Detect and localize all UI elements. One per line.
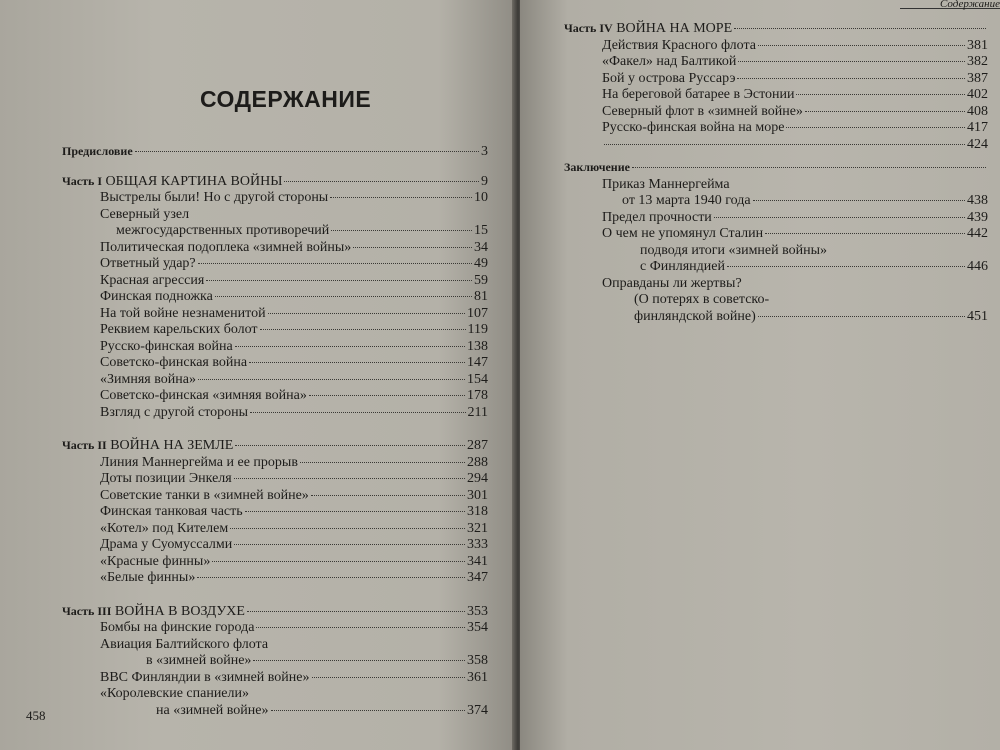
dot-leader: [198, 263, 472, 264]
toc-item: [62, 339, 488, 356]
toc-item-title: «Факел» над Балтикой: [602, 54, 737, 69]
dot-leader: [300, 462, 465, 463]
toc-item-title: Советско-финская «зимняя война»: [100, 388, 307, 403]
toc-item: [62, 355, 488, 372]
toc-item-title: «Зимняя война»: [100, 371, 196, 387]
dot-leader: [247, 611, 465, 612]
toc-item-page: 34: [474, 239, 488, 255]
page-title: СОДЕРЖАНИЕ: [200, 86, 372, 112]
toc-item: [62, 306, 488, 323]
toc-item-title: Русско-финская война на море: [602, 120, 785, 135]
toc-item-page: 211: [467, 404, 488, 420]
toc-item-title: Советские танки в «зимней войне»: [100, 487, 309, 503]
toc-item: [62, 670, 488, 687]
toc-item-title: Северный флот в «зимней войне»: [602, 103, 803, 119]
toc-item-cont: межгосударственных противоречий: [116, 223, 330, 238]
toc-item-page: 347: [467, 570, 488, 585]
part-label: Часть I: [62, 173, 103, 188]
toc-item-title: Ответный удар?: [100, 256, 196, 271]
toc-item: [564, 259, 988, 276]
toc-item-page: 358: [467, 653, 488, 668]
toc-item-title: Авиация Балтийского флота: [100, 636, 269, 652]
toc-item-title: Бой у острова Руссарэ: [602, 70, 736, 86]
dot-leader: [309, 395, 465, 396]
toc-item-title: Доты позиции Энкеля: [100, 471, 232, 486]
toc-item: [564, 71, 988, 88]
dot-leader: [786, 127, 965, 128]
toc-item: [564, 120, 988, 137]
part-label: Часть III: [62, 603, 112, 618]
toc-item: [564, 104, 988, 121]
toc-item-page: 178: [467, 388, 488, 403]
toc-item-page: 147: [467, 355, 488, 370]
toc-item: [62, 388, 488, 405]
part-label: Часть IV: [564, 21, 613, 35]
toc-item: [62, 521, 488, 538]
dot-leader: [758, 316, 965, 317]
toc-part-4: [564, 20, 988, 38]
toc-left: [62, 143, 488, 719]
toc-item-page: 361: [467, 669, 488, 685]
toc-item: [62, 554, 488, 571]
dot-leader: [268, 313, 465, 314]
toc-item: [62, 405, 488, 422]
dot-leader: [284, 181, 479, 182]
page-number: 458: [26, 708, 46, 723]
toc-item-title: Приказ Маннергейма: [602, 176, 730, 192]
toc-item-title: Предел прочности: [602, 209, 712, 225]
toc-item-page: 438: [967, 193, 988, 208]
toc-item: [62, 537, 488, 554]
dot-leader: [353, 247, 472, 248]
part-title: ОБЩАЯ КАРТИНА ВОЙНЫ: [105, 173, 283, 189]
running-header: Содержание: [900, 0, 1000, 9]
toc-item: [62, 289, 488, 306]
dot-leader: [796, 94, 965, 95]
toc-part-1: [62, 173, 488, 191]
toc-item-page: 10: [474, 190, 488, 205]
dot-leader: [250, 412, 465, 413]
dot-leader: [234, 544, 465, 545]
toc-item-title: (О потерях в советско-: [634, 292, 770, 307]
dot-leader: [632, 167, 986, 168]
toc-item: [62, 190, 488, 207]
part-label: Часть II: [62, 438, 107, 452]
dot-leader: [198, 379, 465, 380]
toc-item-page: 138: [467, 338, 488, 354]
toc-item-page: 333: [467, 537, 488, 552]
dot-leader: [260, 329, 466, 330]
dot-leader: [734, 28, 986, 29]
toc-item-page: 387: [967, 70, 988, 86]
toc-item-page: 81: [474, 289, 488, 304]
toc-item: [62, 570, 488, 587]
toc-item-page: 408: [967, 103, 988, 119]
part-page: 9: [481, 173, 488, 189]
dot-leader: [206, 280, 472, 281]
toc-item-page: 402: [967, 87, 988, 102]
dot-leader: [758, 45, 965, 46]
dot-leader: [271, 710, 466, 711]
toc-item-page: 424: [967, 136, 988, 152]
toc-item-page: 451: [967, 308, 988, 324]
toc-item-title: Северный узел: [100, 206, 190, 222]
part-title: ВОЙНА В ВОЗДУХЕ: [114, 603, 245, 619]
part-title: ВОЙНА НА ЗЕМЛЕ: [110, 438, 234, 453]
toc-item: [564, 137, 988, 154]
toc-item: [62, 322, 488, 339]
preface-label: Предисловие: [62, 144, 133, 158]
toc-item-page: 59: [474, 272, 488, 288]
toc-item-title: На той войне незнаменитой: [100, 305, 266, 321]
toc-part-3: [62, 603, 488, 621]
dot-leader: [135, 151, 479, 152]
toc-item-page: 294: [467, 471, 488, 486]
toc-item-title: Русско-финская война: [100, 338, 233, 354]
toc-item-page: 381: [967, 37, 988, 53]
toc-item-page: 321: [467, 520, 488, 536]
dot-leader: [714, 217, 965, 218]
toc-part-2: [62, 437, 488, 455]
part-title: ВОЙНА НА МОРЕ: [616, 21, 733, 36]
dot-leader: [215, 296, 472, 297]
toc-item-title: Финская подножка: [100, 289, 213, 304]
toc-item: [62, 273, 488, 290]
toc-item-page: 318: [467, 504, 488, 519]
dot-leader: [753, 200, 965, 201]
toc-item-page: 354: [467, 620, 488, 635]
dot-leader: [197, 577, 465, 578]
toc-item: [564, 193, 988, 210]
toc-item-page: 49: [474, 256, 488, 271]
dot-leader: [765, 233, 965, 234]
toc-preface: [62, 143, 488, 161]
toc-item-title: «Королевские спаниели»: [100, 686, 250, 701]
toc-item-title: «Белые финны»: [100, 570, 196, 585]
toc-item-page: 439: [967, 209, 988, 225]
toc-item: [62, 240, 488, 257]
toc-conclusion: [564, 159, 988, 177]
toc-item: [62, 703, 488, 720]
toc-item-cont: в «зимней войне»: [146, 653, 252, 668]
dot-leader: [312, 677, 466, 678]
dot-leader: [249, 362, 465, 363]
toc-item-page: 446: [967, 259, 988, 274]
toc-item: [564, 210, 988, 227]
dot-leader: [230, 528, 465, 529]
toc-item-page: 288: [467, 454, 488, 470]
dot-leader: [330, 197, 472, 198]
toc-right: [564, 20, 988, 325]
toc-item-title: Политическая подоплека «зимней войны»: [100, 239, 352, 255]
dot-leader: [234, 478, 465, 479]
toc-item: [62, 372, 488, 389]
toc-item-title: На береговой батарее в Эстонии: [602, 87, 795, 102]
dot-leader: [212, 561, 465, 562]
toc-item: [62, 653, 488, 670]
toc-item-page: 417: [967, 120, 988, 135]
toc-item: [564, 226, 988, 243]
toc-item-title: «Красные финны»: [100, 553, 211, 569]
toc-item-title: ВВС Финляндии в «зимней войне»: [100, 669, 310, 685]
toc-item-page: 341: [467, 553, 488, 569]
toc-item-page: 301: [467, 487, 488, 503]
toc-item-title: Действия Красного флота: [602, 37, 756, 53]
toc-item: [564, 38, 988, 55]
toc-item-page: 382: [967, 54, 988, 69]
toc-item: [62, 455, 488, 472]
toc-item-page: 442: [967, 226, 988, 241]
toc-item-page: 154: [467, 371, 488, 387]
toc-item: [62, 471, 488, 488]
toc-item: [564, 309, 988, 326]
toc-item-title: О чем не упомянул Сталин: [602, 226, 764, 241]
toc-item: [62, 256, 488, 273]
dot-leader: [235, 346, 465, 347]
toc-item: [62, 488, 488, 505]
toc-item-cont: с Финляндией: [640, 259, 725, 274]
toc-item: [62, 504, 488, 521]
dot-leader: [331, 230, 472, 231]
toc-item-cont: подводя итоги «зимней войны»: [640, 242, 828, 258]
toc-item: [62, 223, 488, 240]
part-page: 287: [467, 438, 488, 453]
dot-leader: [245, 511, 465, 512]
toc-item-title: Драма у Суомуссалми: [100, 537, 233, 552]
toc-item-title: Реквием карельских болот: [100, 322, 258, 337]
toc-item: [564, 54, 988, 71]
toc-item-title: Выстрелы были! Но с другой стороны: [100, 190, 329, 205]
toc-item-title: Взгляд с другой стороны: [100, 404, 249, 420]
right-page: [520, 0, 1000, 750]
toc-item-title: Линия Маннергейма и ее прорыв: [100, 454, 298, 470]
dot-leader: [737, 78, 965, 79]
dot-leader: [253, 660, 465, 661]
dot-leader: [738, 61, 965, 62]
part-page: 353: [467, 603, 488, 619]
toc-item: [62, 620, 488, 637]
conclusion-label: Заключение: [564, 160, 630, 174]
toc-item-page: 374: [467, 702, 488, 718]
toc-item-cont: от 13 марта 1940 года: [622, 193, 751, 208]
dot-leader: [805, 111, 965, 112]
toc-item-title: Бомбы на финские города: [100, 620, 255, 635]
toc-item: [564, 87, 988, 104]
toc-item-title: Советско-финская война: [100, 355, 248, 370]
dot-leader: [256, 627, 465, 628]
toc-item-title: Оправданы ли жертвы?: [602, 275, 742, 291]
preface-page: 3: [481, 144, 488, 159]
toc-item-page: 15: [474, 223, 488, 238]
dot-leader: [604, 144, 965, 145]
toc-item-title: «Котел» под Кителем: [100, 520, 229, 536]
toc-item-page: 107: [467, 305, 488, 321]
dot-leader: [235, 445, 465, 446]
toc-item-cont: финляндской войне): [634, 308, 756, 324]
dot-leader: [311, 495, 465, 496]
dot-leader: [727, 266, 965, 267]
toc-item-title: Красная агрессия: [100, 272, 205, 288]
toc-item-cont: на «зимней войне»: [156, 702, 269, 718]
toc-item-page: 119: [467, 322, 488, 337]
toc-item-title: Финская танковая часть: [100, 504, 243, 519]
